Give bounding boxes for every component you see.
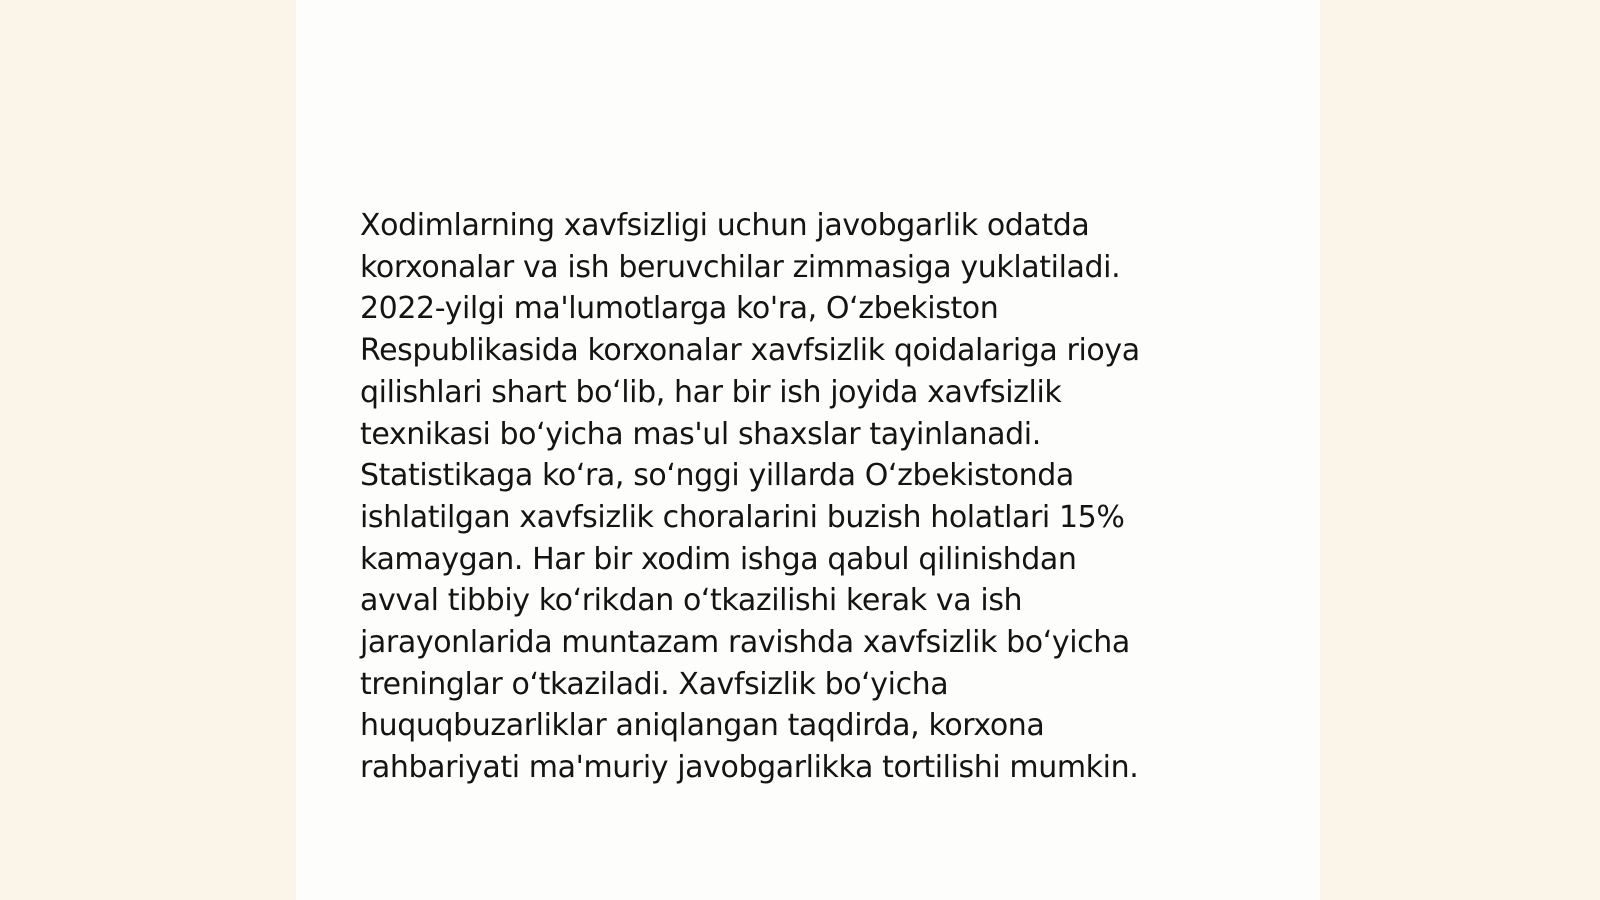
- text-line: korxonalar va ish beruvchilar zimmasiga yuklatiladi.: [360, 249, 1121, 285]
- text-line: qilishlari shart bo‘lib, har bir ish joyida xavfsizlik: [360, 374, 1062, 410]
- text-line: Xodimlarning xavfsizligi uchun javobgarlik odatda: [360, 208, 1090, 243]
- text-line: Statistikaga ko‘ra, so‘nggi yillarda O‘zbekistonda: [360, 458, 1074, 494]
- text-line: huquqbuzarliklar aniqlangan taqdirda, korxona: [360, 708, 1045, 744]
- text-line: rahbariyati ma'muriy javobgarlikka tortilishi mumkin.: [360, 750, 1139, 786]
- text-line: texnikasi bo‘yicha mas'ul shaxslar tayinlanadi.: [360, 416, 1041, 452]
- text-line: avval tibbiy ko‘rikdan o‘tkazilishi kerak va ish: [360, 583, 1023, 619]
- text-line: Respublikasida korxonalar xavfsizlik qoidalariga rioya: [360, 333, 1140, 369]
- text-line: jarayonlarida muntazam ravishda xavfsizlik bo‘yicha: [360, 625, 1130, 661]
- text-line: kamaygan. Har bir xodim ishga qabul qilinishdan: [360, 541, 1077, 577]
- text-line: ishlatilgan xavfsizlik choralarini buzish holatlari 15%: [360, 499, 1125, 535]
- body-paragraph: [360, 205, 1260, 789]
- text-line: 2022-yilgi ma'lumotlarga ko'ra, O‘zbekiston: [360, 291, 999, 327]
- document-page: [296, 0, 1320, 900]
- text-line: treninglar o‘tkaziladi. Xavfsizlik bo‘yicha: [360, 666, 949, 702]
